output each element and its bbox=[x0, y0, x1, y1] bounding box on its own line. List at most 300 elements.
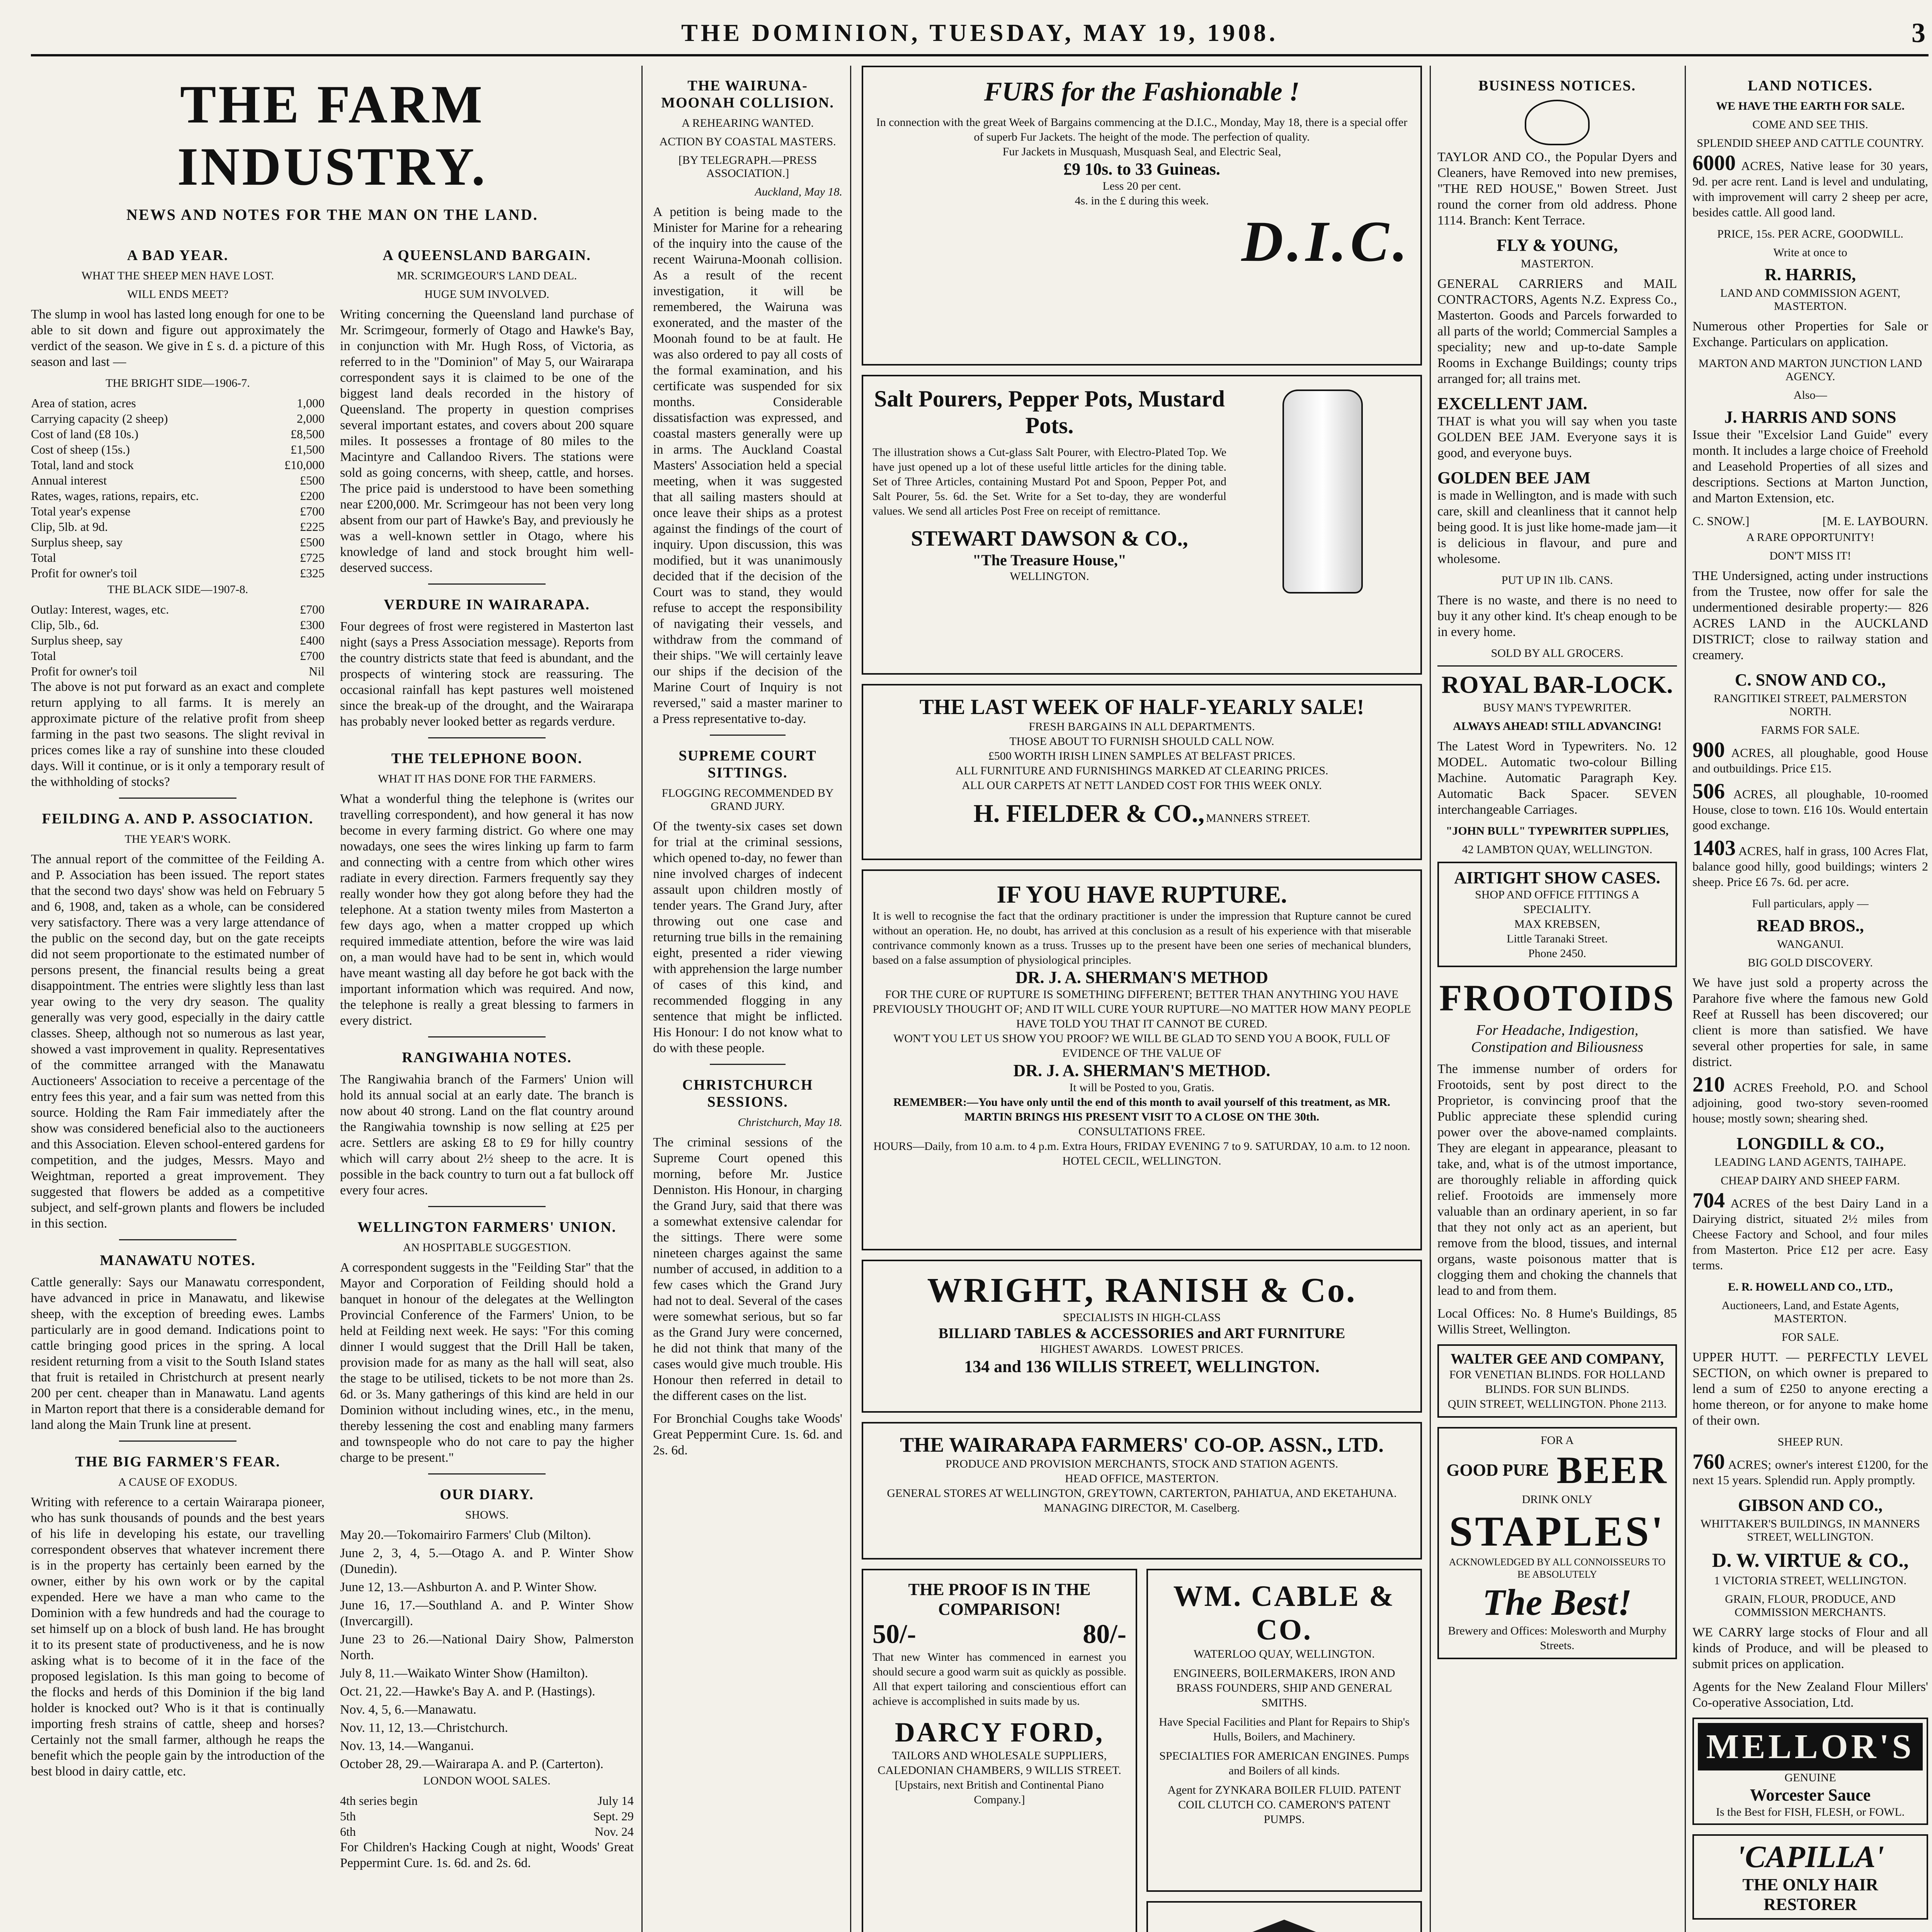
land-text: ACRES of the best Dairy Land in a Dairying district, situated 2½ miles from Cheese Factory and School, and four miles from Masterton. Price £12 per acre. Easy terms. bbox=[1692, 1196, 1928, 1272]
row-value: £200 bbox=[300, 489, 325, 503]
lower-ads-row bbox=[862, 1569, 1422, 1932]
farm-760 bbox=[1692, 1450, 1928, 1488]
golden-bee-tins: PUT UP IN 1lb. CANS. bbox=[1501, 574, 1613, 587]
staples-ad bbox=[1437, 1427, 1677, 1659]
land-earth: WE HAVE THE EARTH FOR SALE. bbox=[1716, 100, 1905, 112]
darcy-title: THE PROOF IS IN THE COMPARISON! bbox=[908, 1580, 1091, 1619]
row-label: Clip, 5lb. at 9d. bbox=[31, 520, 108, 534]
row-value: £700 bbox=[300, 649, 325, 663]
salt-pourer-image bbox=[1282, 389, 1363, 594]
virtue-sub: GRAIN, FLOUR, PRODUCE, AND COMMISSION MERCHANTS. bbox=[1725, 1593, 1896, 1619]
christchurch-text: The criminal sessions of the Supreme Court opened this morning, before Mr. Justice Denniston. His Honour, in charging the Grand Jury, said that there was a somewhat extensive calendar for the sittings. There were some nineteen charges against the same number of accused, in addition to a few cases which the Grand Jury had not to deal. Several of the cases were somewhat serious, but so far as the Grand Jury were concerned, he did not think that many of the cases would give much trouble. His Honour then referred in detail to the different cases on the list. bbox=[653, 1135, 842, 1403]
queensland-sub: MR. SCRIMGEOUR'S LAND DEAL. bbox=[396, 269, 577, 282]
table-row bbox=[31, 565, 325, 581]
read-apply: Full particulars, apply — bbox=[1752, 897, 1869, 910]
mellors-worcester: Worcester Sauce bbox=[1750, 1786, 1871, 1804]
union-text: A correspondent suggests in the "Feilding Star" that the Mayor and Corporation of Feilding should hold a banquet in honour of the delegates at the Wellington Provincial Conference of the Farmers' Union, to be held at Feilding next week. He says: "For this coming dinner I would suggest that the Drill Hall be taken, provision made for as many as the hall will seat, also the stage to be utilised, tickets to be not more than 2s. 6d. or 3s. Many gatherings of this kind are held in our Dominion without including wines, etc., in the menu, thereby lessening the cost and enabling many farmers and townspeople who do not care to pay the higher charge to be present." bbox=[340, 1260, 634, 1465]
table-row bbox=[31, 633, 325, 648]
row-value: £500 bbox=[300, 473, 325, 487]
golden-bee-sold: SOLD BY ALL GROCERS. bbox=[1491, 647, 1624, 660]
capilla-ad bbox=[1692, 1834, 1928, 1920]
bright-side-heading: THE BRIGHT SIDE—1906-7. bbox=[105, 377, 250, 389]
fielder-ad bbox=[862, 684, 1422, 860]
fielder-title: THE LAST WEEK OF HALF-YEARLY SALE! bbox=[919, 695, 1364, 719]
queensland-text: Writing concerning the Queensland land purchase of Mr. Scrimgeour, formerly of Otago and Hawke's Bay, in conjunction with Mr. Hugh Ross, of Victoria, as referred to in the "Dominion" of May 5, our Wairarapa correspondent says it is claimed to be one of the biggest land deals recorded in the history of Queensland. The property in question comprises several important estates, and covers about 200 square miles. It possesses a frontage of 80 miles to the Macintyre and Callandoo Rivers. The stations were sold as going concerns, with sheep, cattle, and horses. The price paid is understood to have been something near £200,000. Mr. Scrimgeour has not been very long absent from our part of Hawke's Bay, and previously he was a well-known settler in Otago, where his knowledge of land and stock brought him well-deserved success. bbox=[340, 307, 634, 575]
lower-right-ads bbox=[1146, 1569, 1422, 1932]
table-row bbox=[31, 602, 325, 617]
row-value: 2,000 bbox=[297, 412, 325, 425]
diary-item: Nov. 13, 14.—Wanganui. bbox=[340, 1739, 474, 1753]
column-rule bbox=[1685, 66, 1686, 1932]
fly-young-title: FLY & YOUNG, bbox=[1496, 236, 1618, 255]
farm-industry-section bbox=[31, 66, 634, 1932]
cable-l3: Have Special Facilities and Plant for Repairs to Ship's Hulls, Boilers, and Machinery. bbox=[1159, 1716, 1410, 1743]
farmer-fear-sub: A CAUSE OF EXODUS. bbox=[118, 1476, 238, 1488]
frootoids-foot: Local Offices: No. 8 Hume's Buildings, 85 Willis Street, Wellington. bbox=[1437, 1306, 1677, 1337]
queensland-sub2: HUGE SUM INVOLVED. bbox=[424, 288, 549, 301]
fielder-l3: £500 WORTH IRISH LINEN SAMPLES AT BELFAST PRICES. bbox=[988, 750, 1296, 762]
christchurch-heading: CHRISTCHURCH SESSIONS. bbox=[682, 1077, 813, 1110]
fielder-name: H. FIELDER & CO., bbox=[973, 799, 1205, 828]
diary-item: June 2, 3, 4, 5.—Otago A. and P. Winter Show (Dunedin). bbox=[340, 1546, 634, 1576]
land-text: ACRES, all ploughable, good House and outbuildings. Price £15. bbox=[1692, 746, 1928, 775]
walter-title: WALTER GEE AND COMPANY, bbox=[1451, 1351, 1664, 1367]
stewart-dawson-ad bbox=[862, 375, 1422, 675]
table-row bbox=[31, 550, 325, 565]
wairuna-byline: [BY TELEGRAPH.—PRESS ASSOCIATION.] bbox=[678, 154, 817, 180]
golden-bee-waste: There is no waste, and there is no need to buy it any other kind. It's cheap enough to be in every home. bbox=[1437, 593, 1677, 639]
row-label: Annual interest bbox=[31, 473, 107, 487]
row-value: £1,500 bbox=[291, 442, 325, 456]
christchurch-dateline: Christchurch, May 18. bbox=[738, 1116, 842, 1129]
divider bbox=[119, 798, 236, 799]
bad-year-heading: A BAD YEAR. bbox=[127, 247, 229, 264]
diary-item: Nov. 11, 12, 13.—Christchurch. bbox=[340, 1721, 508, 1735]
coop-title: THE WAIRARAPA FARMERS' CO-OP. ASSN., LTD. bbox=[900, 1433, 1384, 1456]
row-value: £400 bbox=[300, 633, 325, 647]
black-side-heading: THE BLACK SIDE—1907-8. bbox=[107, 583, 248, 596]
staples-ack: ACKNOWLEDGED BY ALL CONNOISSEURS TO BE ABSOLUTELY bbox=[1449, 1556, 1666, 1580]
farm-210 bbox=[1692, 1073, 1928, 1126]
snow-name: C. SNOW AND CO., bbox=[1735, 670, 1886, 689]
walter-addr: QUIN STREET, WELLINGTON. Phone 2113. bbox=[1447, 1398, 1667, 1410]
union-sub: AN HOSPITABLE SUGGESTION. bbox=[403, 1241, 571, 1254]
diary-item: Oct. 21, 22.—Hawke's Bay A. and P. (Hastings). bbox=[340, 1684, 595, 1699]
divider bbox=[710, 1064, 786, 1065]
stewart-title: Salt Pourers, Pepper Pots, Mustard Pots. bbox=[874, 386, 1225, 438]
dic-logo: D.I.C. bbox=[1241, 209, 1411, 274]
darcy-text: That new Winter has commenced in earnest you should secure a good warm suit as quickly as possible. All that expert tailoring and conscientious effort can achieve is accomplished in suits made by us. bbox=[872, 1651, 1126, 1708]
column-rule bbox=[641, 66, 643, 1932]
darcy-l1: TAILORS AND WHOLESALE SUPPLIERS, bbox=[892, 1749, 1107, 1762]
row-label: Total, land and stock bbox=[31, 458, 134, 472]
land-number: 6000 bbox=[1692, 151, 1736, 175]
masthead bbox=[31, 12, 1929, 56]
row-value: £700 bbox=[300, 504, 325, 518]
supreme-sub: FLOGGING RECOMMENDED BY GRAND JURY. bbox=[662, 787, 834, 813]
darcy-l2: CALEDONIAN CHAMBERS, 9 WILLIS STREET. bbox=[878, 1764, 1121, 1777]
stewart-house: "The Treasure House," bbox=[972, 551, 1127, 569]
howell-sub: Auctioneers, Land, and Estate Agents, MASTERTON. bbox=[1721, 1299, 1899, 1325]
table-row bbox=[340, 1824, 634, 1839]
taylor-notice: TAYLOR AND CO., the Popular Dyers and Cleaners, have Removed into new premises, "THE RED HOUSE," Bowen Street. Just round the corner from old address. Phone 1114. Branch: Kent Terrace. bbox=[1437, 150, 1677, 228]
table-row bbox=[340, 1793, 634, 1808]
verdure-heading: VERDURE IN WAIRARAPA. bbox=[384, 597, 590, 613]
fielder-l5: ALL OUR CARPETS AT NETT LANDED COST FOR THIS WEEK ONLY. bbox=[962, 779, 1322, 792]
land-splendid: SPLENDID SHEEP AND CATTLE COUNTRY. bbox=[1697, 137, 1924, 150]
land-number: 1403 bbox=[1692, 836, 1736, 860]
rupture-title: IF YOU HAVE RUPTURE. bbox=[997, 881, 1287, 908]
royal-text: The Latest Word in Typewriters. No. 12 MODEL. Automatic two-colour Billing Machine. Automatic Paragraph Key. Automatic Back Spacer. SEVEN interchangeable Carriages. bbox=[1437, 739, 1677, 817]
diary-item: June 16, 17.—Southland A. and P. Winter Show (Invercargill). bbox=[340, 1598, 634, 1628]
bad-year-sub: WHAT THE SHEEP MEN HAVE LOST. bbox=[81, 269, 274, 282]
harris-name: R. HARRIS, bbox=[1765, 265, 1856, 284]
land-text: ACRES, Native lease for 30 years, 9d. per acre rent. Land is level and undulating, with improvement will carry 2 sheep per acre, besides cattle. All good land. bbox=[1692, 159, 1928, 219]
row-label: 5th bbox=[340, 1809, 356, 1823]
darcy-name: DARCY FORD, bbox=[895, 1717, 1104, 1748]
wairuna-column bbox=[653, 66, 842, 1932]
farm-900 bbox=[1692, 738, 1928, 776]
cable-ad bbox=[1146, 1569, 1422, 1892]
table-row bbox=[340, 1808, 634, 1824]
rupture-text: It is well to recognise the fact that the ordinary practitioner is under the impression that Rupture cannot be cured without an operation. He, no doubt, has arrived at this conclusion as a result of his experience with that miserable contrivance commonly known as a truss. Trusses up to the present have been one series of mechanical blunders, based on a false assumption of physiological principles. bbox=[872, 910, 1411, 966]
john-bull-addr: 42 LAMBTON QUAY, WELLINGTON. bbox=[1462, 843, 1653, 856]
frootoids-text: The immense number of orders for Frootoids, sent by post direct to the Proprietor, is convincing proof that the Public appreciate these splendid curing power over the above-named complaints. They are elegant in appearance, pleasant to take, and, what is of the utmost importance, are thoroughly reliable in affording quick relief. Frootoids are immensely more valuable than an ordinary aperient, in so far that they not only act as an aperient, but remove from the blood, tissues, and internal organs, waste poisonous matter that is clogging them and choking the channels that lead to and from them. bbox=[1437, 1062, 1677, 1298]
virtue: D. W. VIRTUE & CO., bbox=[1712, 1549, 1909, 1571]
airtight-title: AIRTIGHT SHOW CASES. bbox=[1454, 868, 1660, 887]
wairuna-dateline: Auckland, May 18. bbox=[755, 185, 842, 198]
gibson: GIBSON AND CO., bbox=[1738, 1496, 1883, 1515]
royal-ahead: ALWAYS AHEAD! STILL ADVANCING! bbox=[1453, 720, 1662, 733]
stewart-text: The illustration shows a Cut-glass Salt Pourer, with Electro-Plated Top. We have just opened up a lot of these useful little articles for the dining table. Set of Three Articles, containing Mustard Pot and Spoon, Pepper Pot, and Salt Pourer, 5s. 6d. the Set. Write for a Set to-day, they are wonderful values. We send all articles Post Free on receipt of remittance. bbox=[872, 446, 1226, 517]
divider bbox=[428, 1206, 546, 1207]
walter-gee-ad bbox=[1437, 1344, 1677, 1418]
jam-title: EXCELLENT JAM. bbox=[1437, 394, 1587, 413]
row-value: July 14 bbox=[597, 1794, 634, 1808]
capilla-sub: THE ONLY HAIR RESTORER bbox=[1742, 1875, 1878, 1914]
telephone-heading: THE TELEPHONE BOON. bbox=[391, 750, 583, 767]
row-value: Sept. 29 bbox=[593, 1809, 634, 1823]
golden-bee-title: GOLDEN BEE JAM bbox=[1437, 468, 1591, 487]
business-notices-column bbox=[1437, 66, 1677, 1932]
table-row bbox=[31, 488, 325, 503]
wairuna-heading: THE WAIRUNA-MOONAH COLLISION. bbox=[661, 78, 834, 111]
farm-right-column bbox=[340, 235, 634, 1878]
dic-title: FURS for the Fashionable ! bbox=[984, 77, 1300, 107]
table-row bbox=[31, 457, 325, 473]
mellors-title: MELLOR'S bbox=[1698, 1723, 1923, 1770]
table-row bbox=[31, 426, 325, 442]
darcy-ford-ad bbox=[862, 1569, 1137, 1932]
diary-item: Nov. 4, 5, 6.—Manawatu. bbox=[340, 1702, 476, 1717]
rare-opportunity: A RARE OPPORTUNITY! bbox=[1746, 531, 1874, 544]
harris-sons: J. HARRIS AND SONS bbox=[1724, 408, 1896, 427]
bad-year-intro: The slump in wool has lasted long enough for one to be able to sit down and figure out approximately the verdict of the season. We give in £ s. d. a picture of this season and last — bbox=[31, 307, 325, 369]
table-row bbox=[31, 534, 325, 550]
airtight-text: SHOP AND OFFICE FITTINGS A SPECIALITY. bbox=[1475, 888, 1639, 916]
land-text: ACRES, all ploughable, 10-roomed House, close to town. £16 10s. Would entertain good exchange. bbox=[1692, 787, 1928, 832]
business-heading: BUSINESS NOTICES. bbox=[1478, 78, 1636, 94]
darcy-price-high: 80/- bbox=[1083, 1619, 1126, 1649]
rupture-proof: WON'T YOU LET US SHOW YOU PROOF? WE WILL BE GLAD TO SEND YOU A BOOK, FULL OF EVIDENCE OF THE VALUE OF bbox=[893, 1032, 1390, 1060]
wright-title: WRIGHT, RANISH & Co. bbox=[927, 1271, 1357, 1310]
staples-best: The Best! bbox=[1482, 1582, 1632, 1623]
walter-text: FOR VENETIAN BLINDS. FOR HOLLAND BLINDS. FOR SUN BLINDS. bbox=[1449, 1368, 1665, 1396]
telephone-sub: WHAT IT HAS DONE FOR THE FARMERS. bbox=[378, 772, 596, 785]
land-number: 704 bbox=[1692, 1189, 1725, 1213]
royal-sub: BUSY MAN'S TYPEWRITER. bbox=[1483, 701, 1631, 714]
land-heading: LAND NOTICES. bbox=[1748, 78, 1873, 94]
stewart-place: WELLINGTON. bbox=[1010, 570, 1089, 583]
wright-l1: SPECIALISTS IN HIGH-CLASS bbox=[1063, 1311, 1221, 1324]
table-row bbox=[31, 648, 325, 663]
wairuna-footer: For Bronchial Coughs take Woods' Great Peppermint Cure. 1s. 6d. and 2s. 6d. bbox=[653, 1412, 842, 1458]
dic-price: £9 10s. to 33 Guineas. bbox=[1063, 160, 1220, 179]
insurance-ad bbox=[1146, 1901, 1422, 1932]
diary-item: October 28, 29.—Wairarapa A. and P. (Carterton). bbox=[340, 1757, 604, 1771]
farmer-fear-text: Writing with reference to a certain Wairarapa pioneer, who has sunk thousands of pounds and the best years of his life in developing his estate, our travelling correspondent observes that whatever increment there is in the property has certainly been earned by the owner, either by his own work or by the capital expended. Here we have a man who came to the Dominion with a few hundreds and had the courage to set himself up on a block of bush land. He has brought it to its present state of productiveness, and he is now asking what is to become of it in the face of the proposed legislation. Is this man going to become of the flocks and herds of this Dominion if the big land holder is knocked out? Who is it that is continually importing fresh strains of cattle, sheep and horses? Certainly not the small farmer, although he reaps the benefit which the people gain by the introduction of the best blood in dairy cattle, etc. bbox=[31, 1495, 325, 1779]
fielder-l2: THOSE ABOUT TO FURNISH SHOULD CALL NOW. bbox=[1009, 735, 1274, 748]
bright-side-table bbox=[31, 395, 325, 581]
mellors-best: Is the Best for FISH, FLESH, or FOWL. bbox=[1716, 1806, 1905, 1818]
divider bbox=[119, 1440, 236, 1442]
table-row bbox=[31, 663, 325, 679]
column-rule bbox=[1430, 66, 1431, 1932]
row-value: Nov. 24 bbox=[594, 1825, 634, 1838]
row-label: Profit for owner's toil bbox=[31, 566, 138, 580]
row-label: Profit for owner's toil bbox=[31, 664, 138, 678]
mellors-genuine: GENUINE bbox=[1784, 1771, 1836, 1784]
black-side-table bbox=[31, 602, 325, 679]
staples-for: FOR A bbox=[1541, 1434, 1574, 1447]
land-text: ACRES, half in grass, 100 Acres Flat, balance good hilly, good buildings; winters 2 sheep. Price £6 7s. 6d. per acre. bbox=[1692, 844, 1928, 889]
stewart-name: STEWART DAWSON & CO., bbox=[911, 527, 1188, 551]
row-label: Area of station, acres bbox=[31, 396, 136, 410]
bad-year-closing: The above is not put forward as an exact and complete return applying to all farms. It is merely an approximate picture of the relative profit from sheep farming in the past two seasons. The slight revival in prices comes like a ray of sunshine into these clouded days. Will it continue, or is it only a temporary result of the withholding of stocks? bbox=[31, 680, 325, 789]
table-row bbox=[31, 395, 325, 411]
diary-footer: For Children's Hacking Cough at night, Woods' Great Peppermint Cure. 1s. 6d. and 2s. 6d. bbox=[340, 1840, 634, 1870]
for-sale: FOR SALE. bbox=[1781, 1331, 1839, 1344]
land-price: PRICE, 15s. PER ACRE, GOODWILL. bbox=[1717, 228, 1903, 240]
dic-ad bbox=[862, 66, 1422, 366]
wairuna-sub2: ACTION BY COASTAL MASTERS. bbox=[659, 135, 836, 148]
diary-item: June 23 to 26.—National Dairy Show, Palmerston North. bbox=[340, 1632, 634, 1662]
coop-l4: MANAGING DIRECTOR, M. Caselberg. bbox=[1044, 1502, 1240, 1514]
cable-l4: SPECIALTIES FOR AMERICAN ENGINES. Pumps and Boilers of all kinds. bbox=[1159, 1750, 1409, 1777]
read-bros: READ BROS., bbox=[1757, 916, 1864, 935]
wright-l2: BILLIARD TABLES & ACCESSORIES and ART FURNITURE bbox=[938, 1325, 1345, 1342]
land-number: 760 bbox=[1692, 1450, 1725, 1474]
verdure-text: Four degrees of frost were registered in Masterton last night (says a Press Association message). Reports from the country districts state that feed is abundant, and the prospects of wintering stock are reassuring. The occasional rainfall has kept pastures well moistened since the break-up of the drought, and the Wairarapa has probably never looked better as regards verdure. bbox=[340, 619, 634, 729]
staples-name: STAPLES' bbox=[1449, 1508, 1665, 1555]
table-row bbox=[31, 519, 325, 534]
rupture-free: It will be Posted to you, Gratis. bbox=[1069, 1081, 1214, 1094]
capilla-title: 'CAPILLA' bbox=[1736, 1840, 1884, 1874]
hutt-text: UPPER HUTT. — PERFECTLY LEVEL SECTION, on which owner is prepared to lend a sum of £250 to anyone erecting a home thereon, or for anyone to make home of their own. bbox=[1692, 1350, 1928, 1428]
darcy-l3: [Upstairs, next British and Continental Piano Company.] bbox=[895, 1779, 1104, 1806]
coop-l1: PRODUCE AND PROVISION MERCHANTS, STOCK AND STATION AGENTS. bbox=[945, 1458, 1338, 1470]
land-text: ACRES Freehold, P.O. and School adjoining, good two-story seven-roomed house; mostly sown; shearing shed. bbox=[1692, 1080, 1928, 1125]
farmer-fear-heading: THE BIG FARMER'S FEAR. bbox=[75, 1454, 281, 1470]
row-value: Nil bbox=[309, 664, 325, 678]
wright-l4: LOWEST PRICES. bbox=[1151, 1343, 1243, 1355]
farm-left-column bbox=[31, 235, 325, 1878]
staples-drink: DRINK ONLY bbox=[1522, 1493, 1593, 1506]
divider bbox=[710, 735, 786, 736]
rangiwahia-text: The Rangiwahia branch of the Farmers' Union will hold its annual social at an early date. The branch is now about 40 strong. Land on the flat country around the Rangiwahia township is now selling at £25 per acre. Settlers are asking £8 to £9 for hilly country which will carry about 2½ sheep to the acre. It is possible in the back country to turn out a fat bullock off every four acres. bbox=[340, 1072, 634, 1197]
union-heading: WELLINGTON FARMERS' UNION. bbox=[357, 1219, 617, 1235]
airtight-name: MAX KREBSEN, bbox=[1514, 918, 1600, 930]
queensland-heading: A QUEENSLAND BARGAIN. bbox=[383, 247, 591, 264]
snow-tag-2: [M. E. LAYBOURN. bbox=[1822, 514, 1928, 528]
wright-ranish-ad bbox=[862, 1260, 1422, 1413]
rupture-method: DR. J. A. SHERMAN'S METHOD bbox=[1015, 968, 1268, 987]
supreme-text: Of the twenty-six cases set down for trial at the criminal sessions, which opened to-day, no fewer than nine involved charges of indecent assault upon children mostly of tender years. The Grand Jury, after throwing out one case and returning true bills in the remaining eight, presented a rider viewing with apprehension the large number of cases of this kind, and recommended flogging in any sentence that might be inflicted. His Honour: I do not know what to do with these people. bbox=[653, 819, 842, 1055]
dont-miss: DON'T MISS IT! bbox=[1769, 549, 1851, 562]
row-value: £325 bbox=[300, 566, 325, 580]
also: Also— bbox=[1793, 389, 1827, 401]
row-value: £225 bbox=[300, 520, 325, 534]
rupture-hotel: HOTEL CECIL, WELLINGTON. bbox=[1062, 1155, 1221, 1167]
rupture-consult: CONSULTATIONS FREE. bbox=[1078, 1125, 1206, 1138]
land-notices-column bbox=[1692, 66, 1928, 1932]
gold-text: We have just sold a property across the Parahore five where the famous new Gold Reef at Russell has been discovered; our client is more than satisfied. We have several other properties for sale, in same district. bbox=[1692, 976, 1928, 1069]
rare-text: THE Undersigned, acting under instructions from the Trustee, now offer for sale the undermentioned desirable property:— 826 ACRES LAND in the AUCKLAND DISTRICT; close to railway station and creamery. bbox=[1692, 569, 1928, 662]
longdill-sub: LEADING LAND AGENTS, TAIHAPE. bbox=[1714, 1156, 1906, 1168]
harris-note: Numerous other Properties for Sale or Exchange. Particulars on application. bbox=[1692, 319, 1928, 349]
rangiwahia-heading: RANGIWAHIA NOTES. bbox=[402, 1049, 572, 1066]
land-number: 506 bbox=[1692, 779, 1725, 803]
divider bbox=[428, 1036, 546, 1037]
diary-list bbox=[340, 1527, 634, 1772]
row-label: Surplus sheep, say bbox=[31, 535, 123, 549]
fly-young-place: MASTERTON. bbox=[1520, 257, 1594, 270]
divider bbox=[428, 1473, 546, 1475]
row-label: Surplus sheep, say bbox=[31, 633, 123, 647]
manawatu-heading: MANAWATU NOTES. bbox=[100, 1252, 256, 1269]
golden-bee-text: is made in Wellington, and is made with such care, skill and cleanliness that it cannot help being good. It is just like home-made jam—it is delicious in flavour, and pure and wholesome. bbox=[1437, 488, 1677, 566]
farm-subtitle: NEWS AND NOTES FOR THE MAN ON THE LAND. bbox=[126, 206, 538, 223]
insurance-badge bbox=[1184, 1920, 1385, 1932]
row-label: Rates, wages, rations, repairs, etc. bbox=[31, 489, 199, 503]
wright-l3: HIGHEST AWARDS. bbox=[1040, 1343, 1143, 1355]
howell: E. R. HOWELL AND CO., LTD., bbox=[1728, 1281, 1893, 1293]
diary-item: May 20.—Tokomairiro Farmers' Club (Milton). bbox=[340, 1528, 591, 1542]
wright-address: 134 and 136 WILLIS STREET, WELLINGTON. bbox=[964, 1357, 1320, 1376]
row-value: 1,000 bbox=[297, 396, 325, 410]
john-bull: "JOHN BULL" TYPEWRITER SUPPLIES, bbox=[1446, 825, 1669, 837]
staples-addr: Brewery and Offices: Molesworth and Murphy Streets. bbox=[1448, 1624, 1667, 1652]
gibson-sub: WHITTAKER'S BUILDINGS, IN MANNERS STREET, WELLINGTON. bbox=[1701, 1517, 1920, 1543]
cable-l2: ENGINEERS, BOILERMAKERS, IRON AND BRASS FOUNDERS, SHIP AND GENERAL SMITHS. bbox=[1173, 1667, 1395, 1709]
mellors-ad bbox=[1692, 1718, 1928, 1825]
wairarapa-coop-ad bbox=[862, 1422, 1422, 1560]
row-label: Total year's expense bbox=[31, 504, 131, 518]
column-rule bbox=[850, 66, 851, 1932]
row-value: £10,000 bbox=[284, 458, 325, 472]
snow-tag: C. SNOW.] bbox=[1692, 514, 1750, 528]
row-value: £725 bbox=[300, 551, 325, 565]
rupture-cure: FOR THE CURE OF RUPTURE IS SOMETHING DIFFERENT; BETTER THAN ANYTHING YOU HAVE PREVIOUSLY THOUGHT OF; AND IT WILL CURE YOUR RUPTURE—NO MATTER HOW MANY PEOPLE HAVE TOLD YOU THAT IT CANNOT BE CURED. bbox=[872, 988, 1411, 1030]
feilding-sub: THE YEAR'S WORK. bbox=[124, 833, 231, 845]
manawatu-text: Cattle generally: Says our Manawatu correspondent, have advanced in price in Manawatu, and likewise sheep, with the exception of breeding ewes. Lambs particularly are in good demand. Indications point to cattle bringing good prices in the spring. A local resident returning from a visit to the South Island states that fruit is retailed in Christchurch at present nearly 200 per cent. cheaper than in Manawatu. Land agents in Marton report that there is a considerable demand for land along the Main Trunk line at present. bbox=[31, 1275, 325, 1432]
airtight-addr: Little Taranaki Street. bbox=[1507, 932, 1608, 945]
virtue-agent: Agents for the New Zealand Flour Millers' Co-operative Association, Ltd. bbox=[1692, 1680, 1928, 1710]
rupture-hours: HOURS—Daily, from 10 a.m. to 4 p.m. Extra Hours, FRIDAY EVENING 7 to 9. SATURDAY, 10 a.m. to 12 noon. bbox=[873, 1140, 1410, 1153]
row-label: Carrying capacity (2 sheep) bbox=[31, 412, 168, 425]
row-value: £300 bbox=[300, 618, 325, 632]
snow-addr: RANGITIKEI STREET, PALMERSTON NORTH. bbox=[1713, 692, 1907, 718]
lower-left-ads bbox=[862, 1569, 1137, 1932]
row-label: 6th bbox=[340, 1825, 356, 1838]
divider bbox=[428, 583, 546, 585]
row-label: Total bbox=[31, 551, 56, 565]
wairuna-text: A petition is being made to the Minister for Marine for a rehearing of the inquiry into the cause of the recent Wairuna-Moonah collision. As a result of the recent investigation, it will be remembered, the Wairuna was exonerated, and the master of the Moonah found to be at fault. He was also ordered to pay all costs of the formal examination, and his certificate was suspended for six months. Considerable dissatisfaction was expressed, and coastal masters generally were up in arms. The Auckland Coastal Masters' Association held a special meeting, when it was suggested that all sailing masters should at once leave their ships as a protest against the findings of the court of inquiry. Upon discussion, this was modified, but it was unanimously decided that if the decision of the Court was to stand, they would refuse to accept the responsibility of navigating their vessels, and withdraw from the command of their ships. "We will certainly leave our ships if the decision of the Marine Court of Inquiry is not reversed," said a master mariner to a Press representative to-day. bbox=[653, 205, 842, 726]
read-place: WANGANUI. bbox=[1777, 938, 1844, 951]
dic-line2: Fur Jackets in Musquash, Musquash Seal, and Electric Seal, bbox=[1002, 145, 1281, 158]
divider bbox=[428, 737, 546, 738]
virtue-text: WE CARRY large stocks of Flour and all kinds of Produce, and will be pleased to submit prices on application. bbox=[1692, 1625, 1928, 1671]
dic-discount: Less 20 per cent. bbox=[1102, 180, 1181, 192]
staples-good: GOOD PURE bbox=[1446, 1461, 1549, 1480]
feilding-text: The annual report of the committee of the Feilding A. and P. Association has been issued. The report states that the second two days' show was held on February 5 and 6, 1908, and, taken as a whole, can be considered very satisfactory. There was a very large attendance of the public on the second day, but on the gate receipts did not seem proportionate to the estimated number of persons present, the financial results being a great disappointment. The entries were slightly less than last year owing to the very dry season. The quality generally was very good, especially in the dairy cattle classes. Sheep, although not so numerous as last year, showed a vast improvement in quality. Representatives of the committee arranged with the Manawatu Auctioneers' Association to receive a percentage of the entry fees this year, and a fair sum was netted from this source. Holding the Ram Fair immediately after the show was considered beneficial also to the auctioneers and this Association. Eleven school-entered gardens for competition, and the judges, Messrs. Mayo and Weightman, reported a great improvement. They suggested that flowers be added as a competitive subject, and self-grown plants and flowers be included in this section. bbox=[31, 852, 325, 1231]
masthead-title: THE DOMINION, TUESDAY, MAY 19, 1908. bbox=[681, 19, 1279, 46]
fly-young-text: GENERAL CARRIERS and MAIL CONTRACTORS, Agents N.Z. Express Co., Masterton. Goods and Parcels forwarded to all parts of the world; Commercial Samples a speciality; new and up-to-date Sample Rooms in Exchange Buildings; county trips arranged for; all trains met. bbox=[1437, 277, 1677, 386]
table-row bbox=[31, 442, 325, 457]
diary-item: July 8, 11.—Waikato Winter Show (Hamilton). bbox=[340, 1666, 588, 1680]
row-label: Cost of sheep (15s.) bbox=[31, 442, 130, 456]
fielder-l1: FRESH BARGAINS IN ALL DEPARTMENTS. bbox=[1029, 720, 1255, 733]
fielder-l4: ALL FURNITURE AND FURNISHINGS MARKED AT CLEARING PRICES. bbox=[955, 764, 1328, 777]
virtue-addr: 1 VICTORIA STREET, WELLINGTON. bbox=[1714, 1574, 1907, 1587]
coop-l3: GENERAL STORES AT WELLINGTON, GREYTOWN, CARTERTON, PAHIATUA, AND EKETAHUNA. bbox=[887, 1487, 1397, 1500]
farm-1403 bbox=[1692, 836, 1928, 889]
diary-item: June 12, 13.—Ashburton A. and P. Winter Show. bbox=[340, 1580, 597, 1594]
marton-agency: MARTON AND MARTON JUNCTION LAND AGENCY. bbox=[1698, 357, 1922, 383]
cable-title: WM. CABLE & CO. bbox=[1173, 1580, 1395, 1646]
land-come: COME AND SEE THIS. bbox=[1752, 118, 1868, 131]
royal-crest-icon bbox=[1525, 100, 1590, 145]
land-write: Write at once to bbox=[1773, 246, 1847, 259]
shows-heading: SHOWS. bbox=[465, 1509, 509, 1521]
staples-beer: BEER bbox=[1556, 1449, 1668, 1492]
land-number: 900 bbox=[1692, 738, 1725, 762]
airtight-phone: Phone 2450. bbox=[1528, 947, 1586, 960]
wairuna-sub: A REHEARING WANTED. bbox=[682, 117, 814, 129]
rupture-ad bbox=[862, 869, 1422, 1250]
sheep-run: SHEEP RUN. bbox=[1777, 1435, 1843, 1448]
rupture-remember: REMEMBER:—You have only until the end of this month to avail yourself of this treatment, as MR. MARTIN BRINGS HIS PRESENT VISIT TO A CLOSE ON THE 30th. bbox=[893, 1096, 1391, 1123]
cheap-heading: CHEAP DAIRY AND SHEEP FARM. bbox=[1721, 1174, 1900, 1187]
row-label: 4th series begin bbox=[340, 1794, 418, 1808]
row-value: £700 bbox=[300, 602, 325, 616]
dic-note: 4s. in the £ during this week. bbox=[1075, 194, 1209, 207]
longdill: LONGDILL & CO., bbox=[1736, 1134, 1884, 1153]
rupture-method2: DR. J. A. SHERMAN'S METHOD. bbox=[1013, 1061, 1270, 1080]
farms-heading: FARMS FOR SALE. bbox=[1761, 724, 1860, 736]
row-label: Cost of land (£8 10s.) bbox=[31, 427, 139, 441]
table-row bbox=[31, 503, 325, 519]
row-label: Total bbox=[31, 649, 56, 663]
feilding-heading: FEILDING A. AND P. ASSOCIATION. bbox=[42, 811, 314, 827]
row-label: Outlay: Interest, wages, etc. bbox=[31, 602, 169, 616]
frootoids-title: FROOTOIDS bbox=[1439, 977, 1675, 1019]
wool-heading: LONDON WOOL SALES. bbox=[423, 1774, 551, 1787]
row-value: £500 bbox=[300, 535, 325, 549]
row-label: Clip, 5lb., 6d. bbox=[31, 618, 99, 632]
jam-text: THAT is what you will say when you taste GOLDEN BEE JAM. Everyone says it is good, and everyone buys. bbox=[1437, 414, 1677, 460]
harris-sub: LAND AND COMMISSION AGENT, MASTERTON. bbox=[1720, 287, 1901, 313]
